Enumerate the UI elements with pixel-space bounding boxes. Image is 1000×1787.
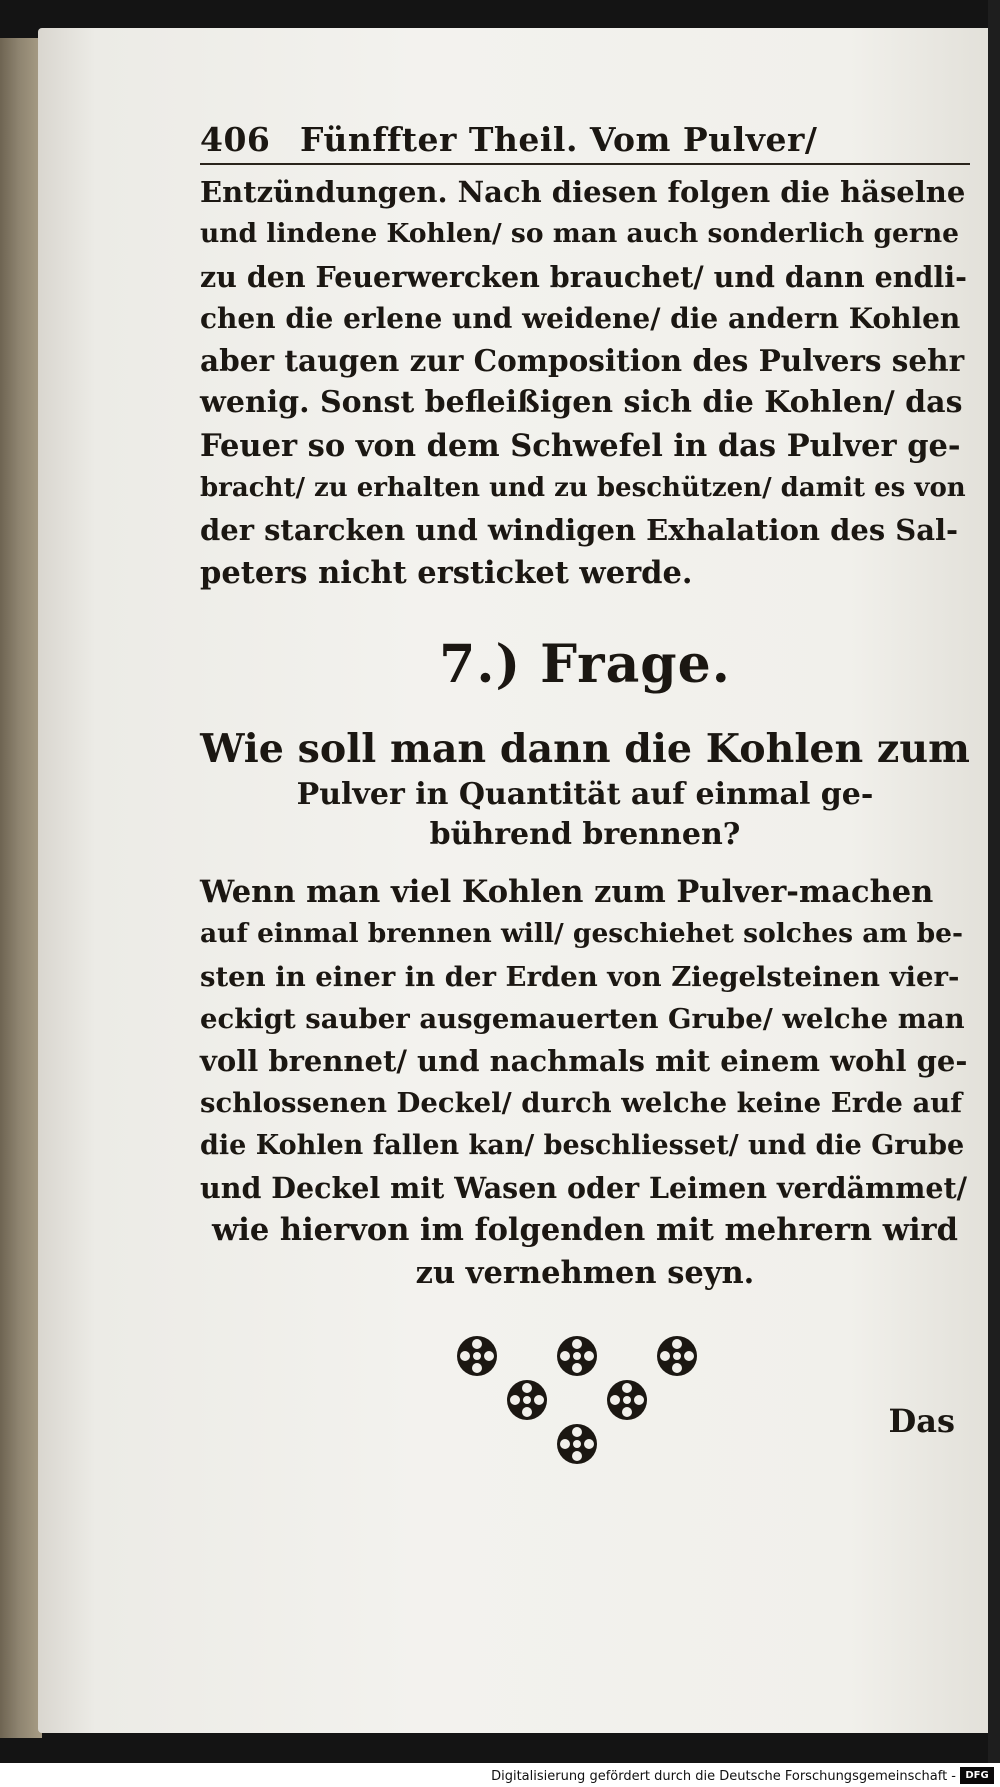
- ornament-group: [200, 1334, 970, 1494]
- dfg-logo: DFG: [960, 1767, 994, 1784]
- footer-credit: Digitalisierung gefördert durch die Deutsche Forschungsgemeinschaft -: [491, 1769, 956, 1784]
- text-line: eckigt sauber ausgemauerten Grube/ welche man: [200, 1002, 965, 1035]
- text-line: voll brennet/ und nachmals mit einem wohl ge-: [200, 1044, 968, 1079]
- text-line: und Deckel mit Wasen oder Leimen verdämmet/: [200, 1171, 968, 1206]
- text-line: peters nicht ersticket werde.: [200, 554, 693, 591]
- footer-bar: [0, 1763, 1000, 1787]
- text-line: auf einmal brennen will/ geschiehet solches am be-: [200, 918, 964, 950]
- text-line: schlossenen Deckel/ durch welche keine Erde auf: [200, 1087, 963, 1120]
- text-line: der starcken und windigen Exhalation des Sal-: [200, 513, 959, 548]
- rosette-icon: [655, 1334, 699, 1378]
- text-line: Entzündungen. Nach diesen folgen die häselne: [200, 175, 966, 209]
- text-line: Feuer so von dem Schwefel in das Pulver ge-: [200, 427, 961, 464]
- text-line: aber taugen zur Composition des Pulvers sehr: [200, 343, 965, 379]
- answer-paragraph: [200, 871, 970, 1294]
- text-line: wie hiervon im folgenden mit mehrern wird: [212, 1212, 958, 1249]
- text-line: sten in einer in der Erden von Ziegelsteinen vier-: [200, 960, 960, 993]
- rosette-icon: [555, 1422, 599, 1466]
- question-heading: Wie soll man dann die Kohlen zum: [200, 725, 970, 772]
- rosette-icon: [605, 1378, 649, 1422]
- rosette-icon: [505, 1378, 549, 1422]
- question-subheading-line: Pulver in Quantität auf einmal ge-: [296, 776, 874, 812]
- book-page-edge: [0, 38, 42, 1738]
- rosette-icon: [455, 1334, 499, 1378]
- text-line: zu vernehmen seyn.: [415, 1254, 755, 1291]
- text-line: die Kohlen fallen kan/ beschliesset/ und die Grube: [200, 1129, 965, 1161]
- text-line: bracht/ zu erhalten und zu beschützen/ damit es von: [200, 473, 966, 504]
- text-line: zu den Feuerwercken brauchet/ und dann endli-: [200, 259, 967, 294]
- text-line: chen die erlene und weidene/ die andern Kohlen: [200, 301, 961, 335]
- running-title: Fünffter Theil. Vom Pulver/: [300, 120, 818, 159]
- rosette-icon: [555, 1334, 599, 1378]
- text-line: wenig. Sonst befleißigen sich die Kohlen/ das: [200, 385, 963, 421]
- question-subheading-line: bührend brennen?: [429, 816, 741, 852]
- question-number: 7.) Frage.: [439, 633, 731, 695]
- page-content: [200, 120, 970, 1494]
- page-number: 406: [200, 120, 271, 159]
- running-head: [200, 120, 970, 165]
- text-line: und lindene Kohlen/ so man auch sonderlich gerne: [200, 218, 959, 250]
- scan-right-edge: [988, 0, 1000, 1787]
- text-line: Wenn man viel Kohlen zum Pulver-machen: [200, 873, 934, 910]
- paragraph-kohlen: [200, 171, 970, 594]
- catchword: Das: [888, 1402, 955, 1440]
